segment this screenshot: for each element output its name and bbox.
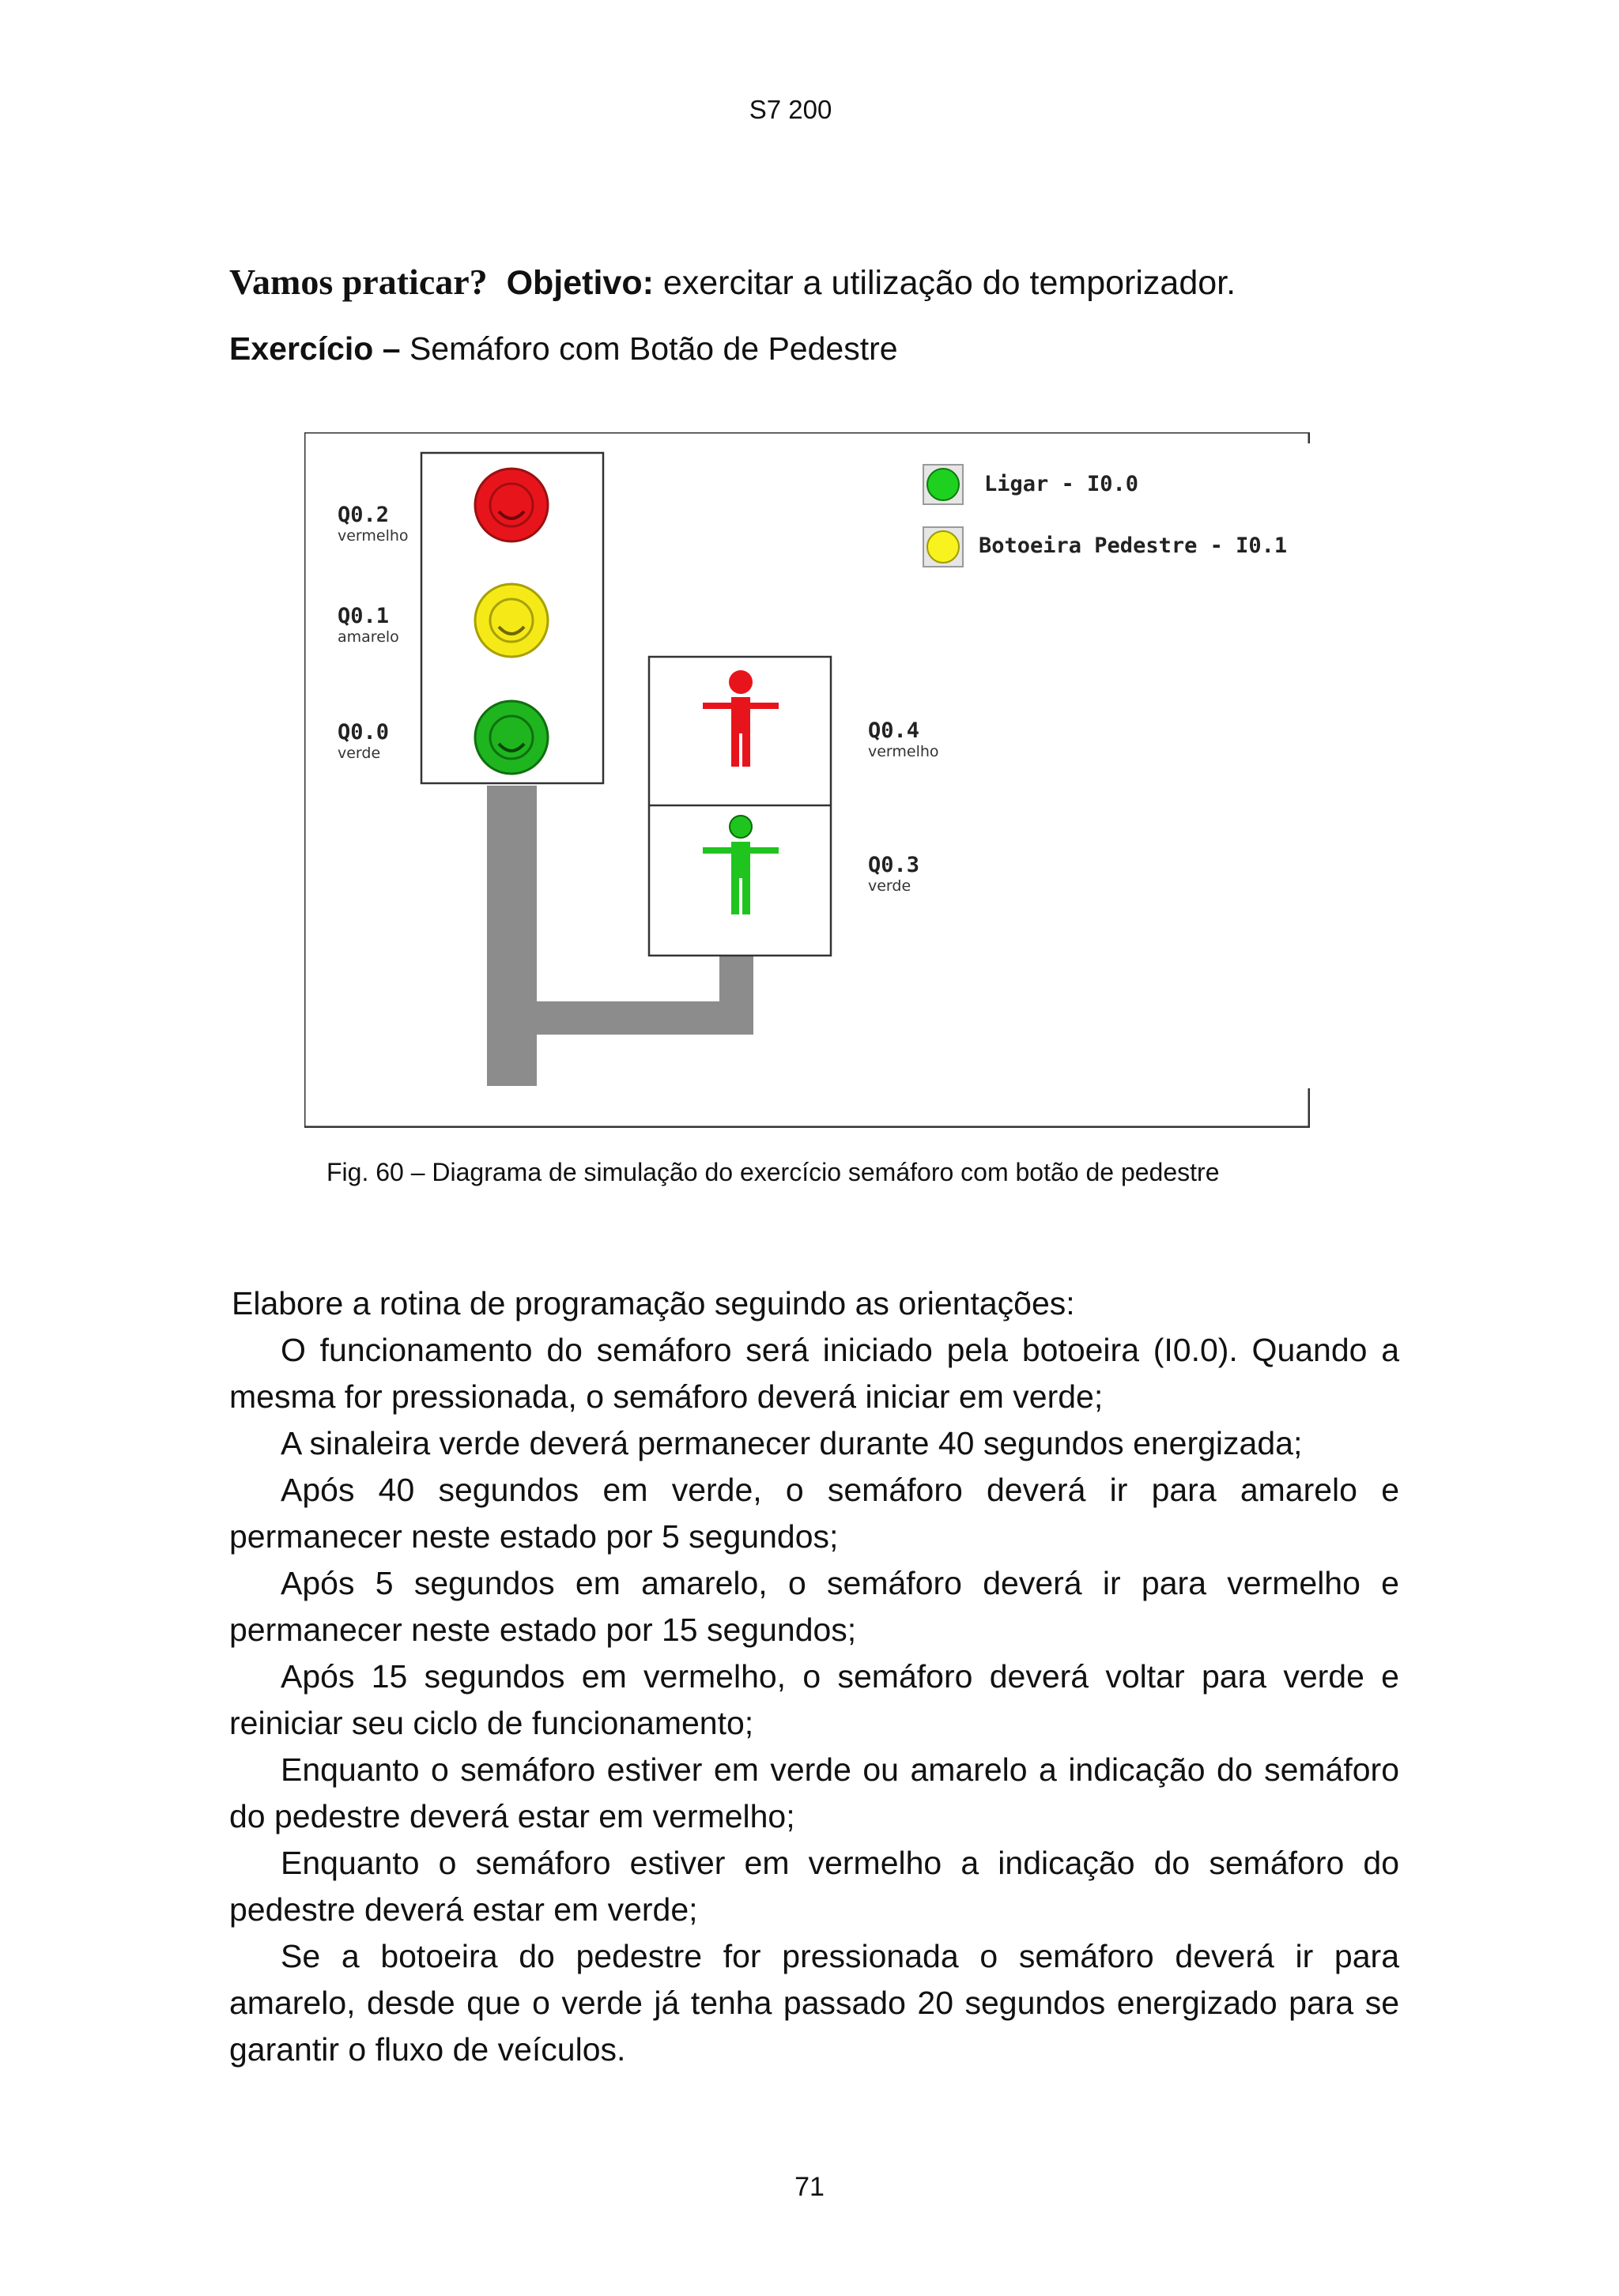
page-number: 71 <box>794 2172 825 2202</box>
pedestrian-button-indicator-icon <box>923 527 963 567</box>
practice-heading <box>229 261 1236 303</box>
exercise-heading <box>229 330 898 368</box>
instructions-body <box>229 1280 1399 2073</box>
pedestrian-pole <box>719 952 753 1035</box>
label-q03 <box>868 854 919 895</box>
instruction-item: A sinaleira verde deverá permanecer durante 40 segundos energizada; <box>281 1425 1303 1461</box>
output-color-name: amarelo <box>338 628 399 646</box>
instruction-item: Após 40 segundos em verde, o semáforo deverá ir para amarelo e permanecer neste estado por 5 segundos; <box>229 1472 1399 1555</box>
instruction-item: Enquanto o semáforo estiver em verde ou amarelo a indicação do semáforo do pedestre deverá estar em vermelho; <box>229 1751 1399 1834</box>
instruction-item: Se a botoeira do pedestre for pressionada o semáforo deverá ir para amarelo, desde que o verde já tenha passado 20 segundos energizado para se garantir o fluxo de veículos. <box>229 1938 1399 2068</box>
exercise-title: Semáforo com Botão de Pedestre <box>409 330 898 367</box>
objective-label: Objetivo: <box>506 264 654 302</box>
instruction-item: O funcionamento do semáforo será iniciado pela botoeira (I0.0). Quando a mesma for pressionada, o semáforo deverá iniciar em verde; <box>229 1332 1399 1415</box>
label-q04 <box>868 719 939 760</box>
output-color-name: verde <box>338 745 381 762</box>
output-color-name: vermelho <box>868 743 939 760</box>
instruction-item: Enquanto o semáforo estiver em vermelho a indicação do semáforo do pedestre deverá estar em verde; <box>229 1845 1399 1928</box>
page-header-title: S7 200 <box>749 95 832 124</box>
output-code: Q0.4 <box>868 718 920 743</box>
instructions-intro: Elabore a rotina de programação seguindo as orientações: <box>232 1285 1075 1321</box>
green-light <box>475 701 548 774</box>
output-code: Q0.0 <box>338 720 390 745</box>
label-q01 <box>338 605 399 646</box>
label-q02 <box>338 503 409 545</box>
instruction-item: Após 15 segundos em vermelho, o semáforo deverá voltar para verde e reiniciar seu ciclo de funcionamento; <box>229 1658 1399 1741</box>
exercise-label: Exercício <box>229 330 374 367</box>
output-color-name: vermelho <box>338 527 409 545</box>
output-code: Q0.1 <box>338 604 390 628</box>
start-indicator-icon <box>923 465 963 504</box>
vehicle-pole <box>487 786 537 1086</box>
output-code: Q0.2 <box>338 503 390 527</box>
output-code: Q0.3 <box>868 853 920 877</box>
exercise-dash: – <box>373 330 409 367</box>
red-light <box>475 469 548 541</box>
legend-start-label: Ligar - I0.0 <box>984 472 1139 496</box>
objective-text: exercitar a utilização do temporizador. <box>653 264 1236 302</box>
figure-caption: Fig. 60 – Diagrama de simulação do exercício semáforo com botão de pedestre <box>326 1158 1220 1186</box>
practice-label: Vamos praticar? <box>229 262 488 302</box>
output-color-name: verde <box>868 877 911 895</box>
traffic-light-diagram <box>304 432 1310 1128</box>
legend-pedestrian-button-label: Botoeira Pedestre - I0.1 <box>979 533 1288 558</box>
yellow-light <box>475 584 548 657</box>
instruction-item: Após 5 segundos em amarelo, o semáforo deverá ir para vermelho e permanecer neste estado por 15 segundos; <box>229 1565 1399 1648</box>
label-q00 <box>338 721 389 762</box>
